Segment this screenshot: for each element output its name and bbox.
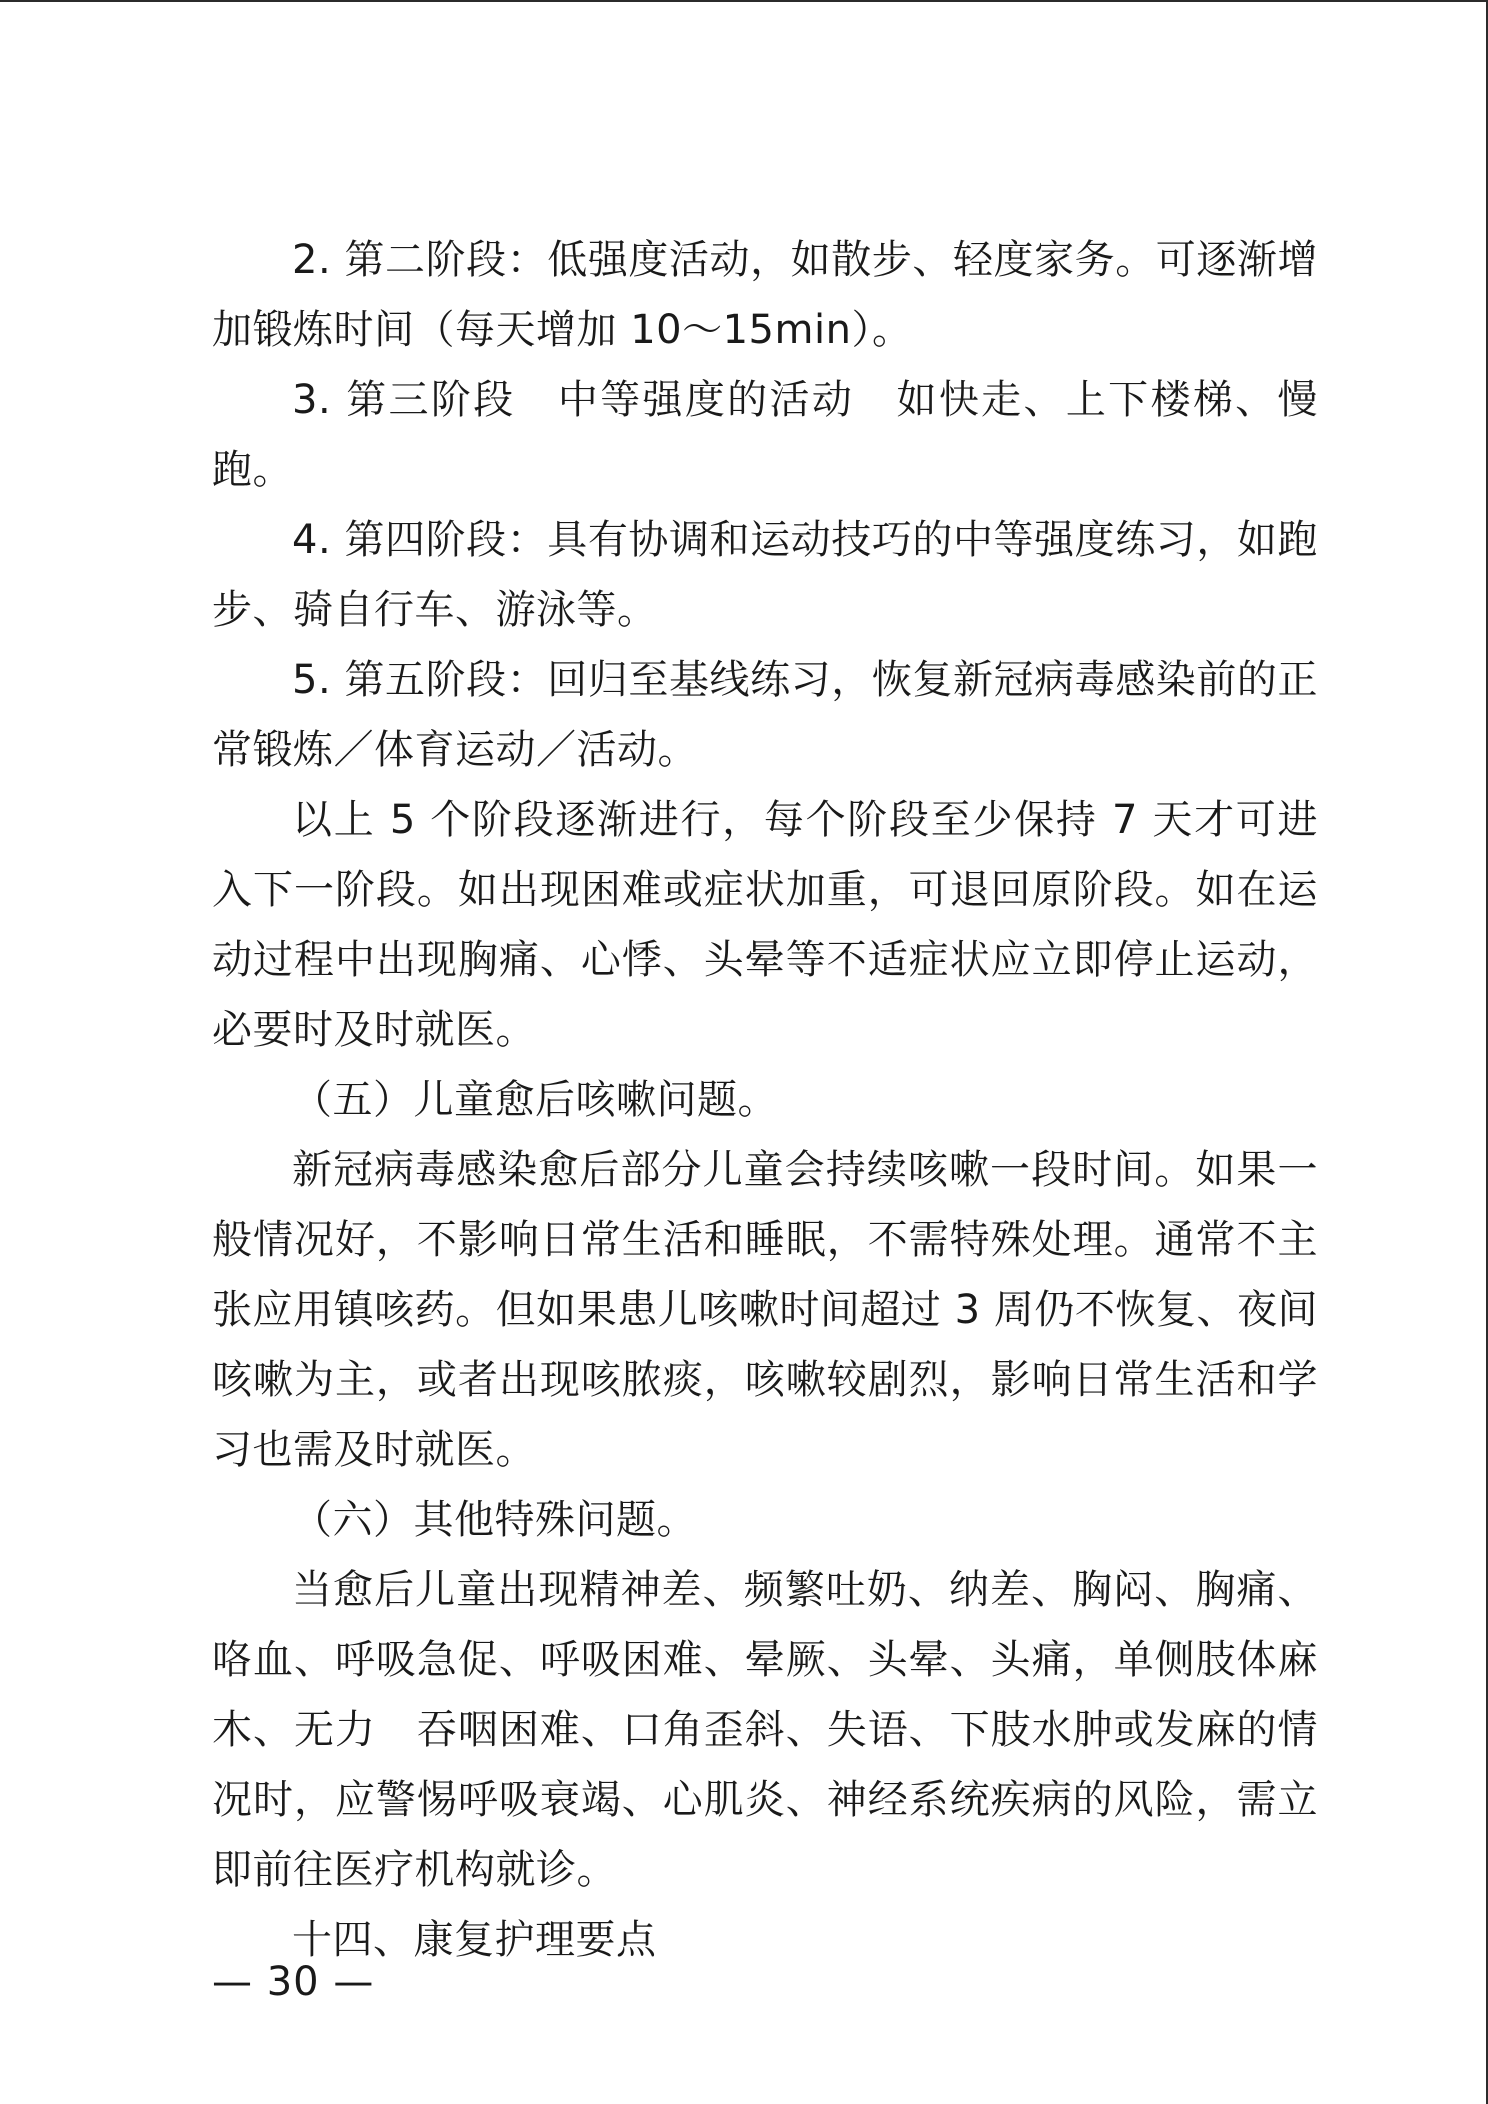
paragraph-other-issues: 当愈后儿童出现精神差、频繁吐奶、纳差、胸闷、胸痛、咯血、呼吸急促、呼吸困难、晕厥、头晕、头痛，单侧肢体麻木、无力 吞咽困难、口角歪斜、失语、下肢水肿或发麻的情况时，应警惕呼吸衰竭、心肌炎、神经系统疾病的风险，需立即前往医疗机构就诊。 — [212, 1567, 1318, 1893]
section-heading-children-cough: （五）儿童愈后咳嗽问题。 — [292, 1077, 778, 1123]
page-body — [212, 225, 1318, 1975]
paragraph-stage-2: 2. 第二阶段：低强度活动，如散步、轻度家务。可逐渐增加锻炼时间（每天增加 10～15min）。 — [212, 237, 1318, 353]
paragraph-children-cough: 新冠病毒感染愈后部分儿童会持续咳嗽一段时间。如果一般情况好，不影响日常生活和睡眠，不需特殊处理。通常不主张应用镇咳药。但如果患儿咳嗽时间超过 3 周仍不恢复、夜间咳嗽为主，或者出现咳脓痰，咳嗽较剧烈，影响日常生活和学习也需及时就医。 — [212, 1147, 1318, 1473]
paragraph-stage-5: 5. 第五阶段：回归至基线练习，恢复新冠病毒感染前的正常锻炼／体育运动／活动。 — [212, 657, 1318, 773]
paragraph-stage-summary: 以上 5 个阶段逐渐进行，每个阶段至少保持 7 天才可进入下一阶段。如出现困难或症状加重，可退回原阶段。如在运动过程中出现胸痛、心悸、头晕等不适症状应立即停止运动，必要时及时就医。 — [212, 797, 1318, 1053]
section-heading-other-issues: （六）其他特殊问题。 — [292, 1497, 697, 1543]
page-number: — 30 — — [212, 1959, 375, 2005]
paragraph-stage-4: 4. 第四阶段：具有协调和运动技巧的中等强度练习，如跑步、骑自行车、游泳等。 — [212, 517, 1318, 633]
paragraph-stage-3: 3. 第三阶段 中等强度的活动 如快走、上下楼梯、慢跑。 — [212, 377, 1318, 493]
section-heading-rehab-care: 十四、康复护理要点 — [292, 1917, 657, 1963]
